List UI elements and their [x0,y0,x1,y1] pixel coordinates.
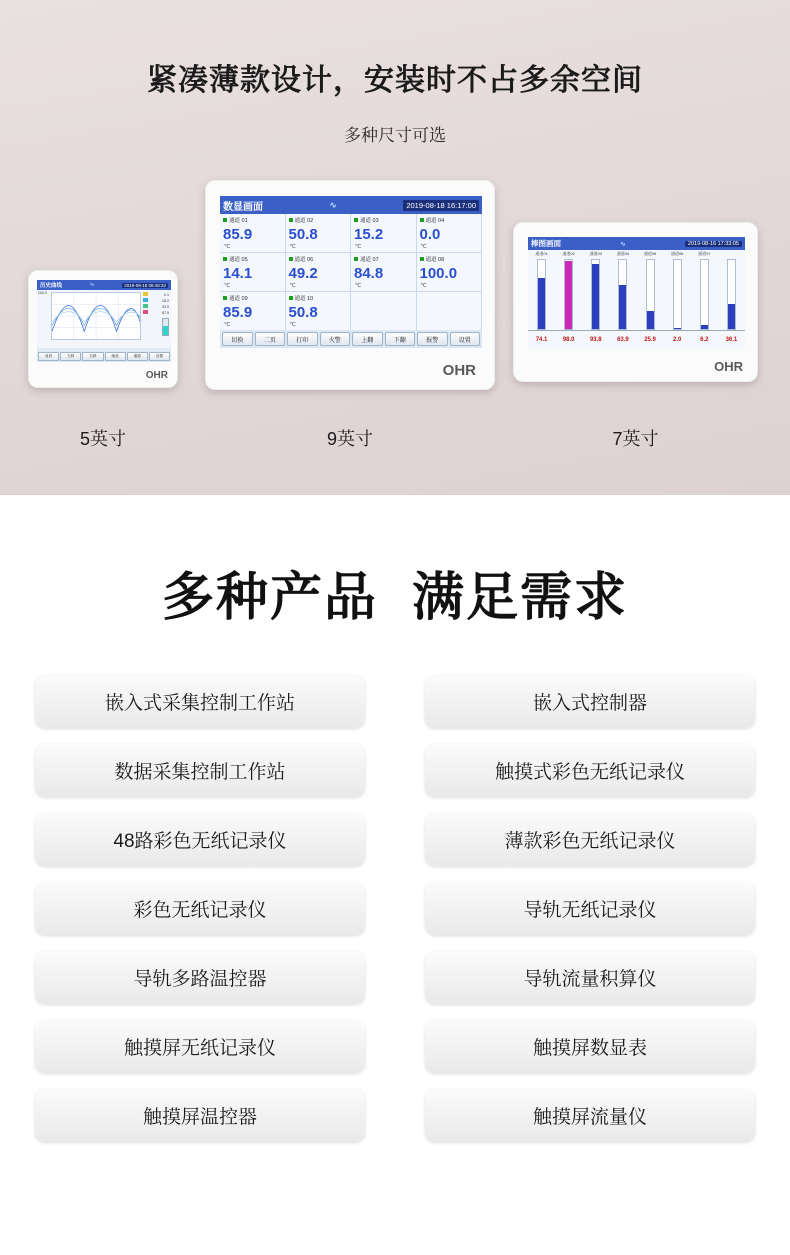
channel-value: 49.2 [288,265,318,282]
channel-cell-empty [351,292,417,331]
product-item[interactable]: 触摸式彩色无纸记录仪 [425,744,755,797]
screen5-logo-icon: ∿ [89,282,95,288]
channel-cell [220,253,286,292]
bar-value: 6.2 [700,337,709,343]
hero-section [0,0,790,495]
channel-value: 14.1 [223,265,253,282]
bar-column [555,259,582,330]
channel-label [718,251,745,259]
bar-value: 25.9 [644,337,656,343]
page-subheadline: 多种尺寸可选 [344,126,446,145]
screen5-titlebar [37,280,171,290]
bar-value: 63.9 [617,337,629,343]
status-dot-icon [420,218,424,222]
channel-color-swatch [143,304,148,308]
bar-value: 74.1 [535,337,548,343]
screen9-button-5[interactable]: 下翻 [385,332,416,346]
channel-color-swatch [143,298,148,302]
list-item [143,310,169,316]
bar-value: 2.0 [673,337,682,343]
product-item[interactable]: 嵌入式控制器 [425,675,755,728]
channel-color-swatch [143,292,148,296]
screen9-button-1[interactable]: 二页 [255,332,286,346]
product-item[interactable]: 导轨多路温控器 [35,951,365,1004]
channel-label: 通道 05 [229,257,248,263]
screen7-titlebar [528,237,745,250]
screen5-button-2[interactable]: 右移 [82,352,103,361]
bar-column [718,259,745,330]
channel-label: 通道 03 [360,218,379,224]
status-dot-icon [223,218,227,222]
screen9-title: 数显画面 [223,201,263,213]
status-dot-icon [289,296,293,300]
channel-value: 15.2 [162,299,169,303]
channel-unit: ℃ [289,283,296,289]
status-dot-icon [223,257,227,261]
screen9-button-6[interactable]: 报警 [417,332,448,346]
channel-label: 通道 10 [294,296,314,302]
product-columns [0,630,790,1142]
screen5-button-3[interactable]: 缩放 [105,352,126,361]
screen9-button-0[interactable]: 切换 [222,332,253,346]
product-item[interactable]: 薄款彩色无纸记录仪 [425,813,755,866]
screen7-bars [528,259,745,331]
channel-color-swatch [143,310,148,314]
brand-logo-7: OHR [714,359,743,374]
status-dot-icon [354,218,358,222]
bar-column [664,259,691,330]
channel-unit: ℃ [289,244,296,250]
bar-value: 36.1 [725,337,738,343]
screen9-logo-icon: ∿ [329,199,337,210]
product-column-right [425,675,755,1142]
status-dot-icon [354,257,358,261]
status-dot-icon [289,218,293,222]
channel-cell [351,214,417,253]
channel-value: 85.9 [223,304,253,321]
screen-7-inch [528,237,745,349]
screen9-button-2[interactable]: 打印 [287,332,318,346]
channel-unit: ℃ [355,244,362,250]
product-item[interactable]: 导轨无纸记录仪 [425,882,755,935]
channel-cell [286,214,352,253]
channel-unit: ℃ [289,322,296,328]
screen5-trend-plot [51,292,141,340]
product-item[interactable]: 触摸屏流量仪 [425,1089,755,1142]
channel-value: 100.0 [419,265,458,282]
product-item[interactable]: 数据采集控制工作站 [35,744,365,797]
screen9-toolbar[interactable] [220,330,482,348]
page-headline: 紧凑薄款设计，安装时不占多余空间 [147,64,643,97]
product-item[interactable]: 导轨流量积算仪 [425,951,755,1004]
product-item[interactable]: 触摸屏温控器 [35,1089,365,1142]
channel-unit: ℃ [355,283,362,289]
caption-9-inch: 9英寸 [326,429,373,449]
channel-cell [286,292,352,331]
bar-value: 98.0 [562,337,575,343]
screen9-channel-grid [220,214,482,330]
channel-cell [220,292,286,331]
channel-cell [220,214,286,253]
channel-cell [417,214,483,253]
screen9-button-7[interactable]: 设置 [450,332,481,346]
products-section [0,495,790,1255]
status-dot-icon [420,257,424,261]
channel-label: 通道05 [643,251,657,256]
status-dot-icon [223,296,227,300]
channel-value: 84.8 [354,265,384,282]
channel-label: 通道 06 [294,257,314,263]
channel-label: 通道 02 [294,218,314,224]
screen-9-inch [220,196,482,348]
screen7-bar-chart [528,250,745,349]
bar-value: 93.8 [589,337,602,343]
channel-label: 通道 01 [229,218,248,224]
product-item[interactable]: 彩色无纸记录仪 [35,882,365,935]
product-column-left [35,675,365,1142]
screen9-button-3[interactable]: 火警 [320,332,351,346]
channel-cell [417,253,483,292]
screen7-timestamp: 2019-08-16 17:33:05 [685,241,742,247]
channel-cell [286,253,352,292]
screen5-body [37,290,171,348]
device-9-inch [205,180,495,390]
device-5-inch [28,270,178,388]
screen9-timestamp: 2019-08-18 16:17:00 [403,200,479,211]
trend-curves-icon [52,293,140,339]
product-item[interactable]: 48路彩色无纸记录仪 [35,813,365,866]
channel-label: 通道 08 [425,257,445,263]
products-title-right: 满足需求 [412,569,629,627]
screen7-title: 棒图画面 [531,239,561,248]
screen5-timestamp: 2019-08-18 08:48:32 [124,282,166,288]
channel-unit: ℃ [420,283,427,289]
channel-label: 通道01 [535,251,548,256]
bar-column [691,259,718,330]
screen5-title: 历史曲线 [40,283,63,289]
channel-label: 通道07 [698,251,711,256]
screen-5-inch [37,280,171,362]
bar-column [528,259,555,330]
channel-value: 85.9 [223,226,253,243]
channel-label: 通道02 [562,251,575,256]
channel-unit: ℃ [224,322,231,328]
channel-label: 通道04 [616,251,630,256]
bar-column [609,259,636,330]
channel-value: 50.8 [288,226,318,243]
bar-column [637,259,664,330]
device-7-inch [513,222,758,382]
channel-unit: ℃ [420,244,427,250]
screen5-legend: 100.0 [38,291,47,295]
screen5-level-bar [162,318,169,336]
caption-7-inch: 7英寸 [612,429,659,449]
channel-label: 通道06 [670,251,684,256]
screen5-toolbar[interactable] [37,351,171,362]
channel-value: 67.5 [162,311,169,315]
screen9-titlebar [220,196,482,214]
channel-value: 0.1 [164,293,169,297]
screen5-button-0[interactable]: 返回 [38,352,59,361]
channel-value: 0.0 [419,226,441,243]
caption-5-inch: 5英寸 [79,429,126,449]
product-item[interactable]: 触摸屏数显表 [425,1020,755,1073]
screen5-button-5[interactable]: 设置 [149,352,170,361]
channel-value: 50.8 [288,304,318,321]
screen7-bar-values [528,337,745,347]
channel-label: 通道 09 [229,296,248,302]
screen7-channel-labels [528,251,745,259]
channel-cell [351,253,417,292]
brand-logo-5: OHR [145,370,168,381]
screen5-button-1[interactable]: 左移 [60,352,81,361]
channel-unit: ℃ [224,244,231,250]
products-title-left: 多种产品 [161,569,378,627]
products-title [0,555,790,630]
channel-value: 15.2 [354,226,384,243]
channel-cell-empty [417,292,483,331]
screen9-button-4[interactable]: 上翻 [352,332,383,346]
channel-unit: ℃ [224,283,231,289]
status-dot-icon [289,257,293,261]
brand-logo-9: OHR [442,362,476,379]
channel-label: 通道 07 [360,257,379,263]
channel-label: 通道 04 [425,218,445,224]
screen5-button-4[interactable]: 通道 [127,352,148,361]
product-item[interactable]: 触摸屏无纸记录仪 [35,1020,365,1073]
product-item[interactable]: 嵌入式采集控制工作站 [35,675,365,728]
channel-value: 33.0 [162,305,169,309]
channel-label: 通道03 [589,251,603,256]
screen7-logo-icon: ∿ [620,240,626,248]
bar-column [582,259,609,330]
device-gallery [0,170,790,449]
